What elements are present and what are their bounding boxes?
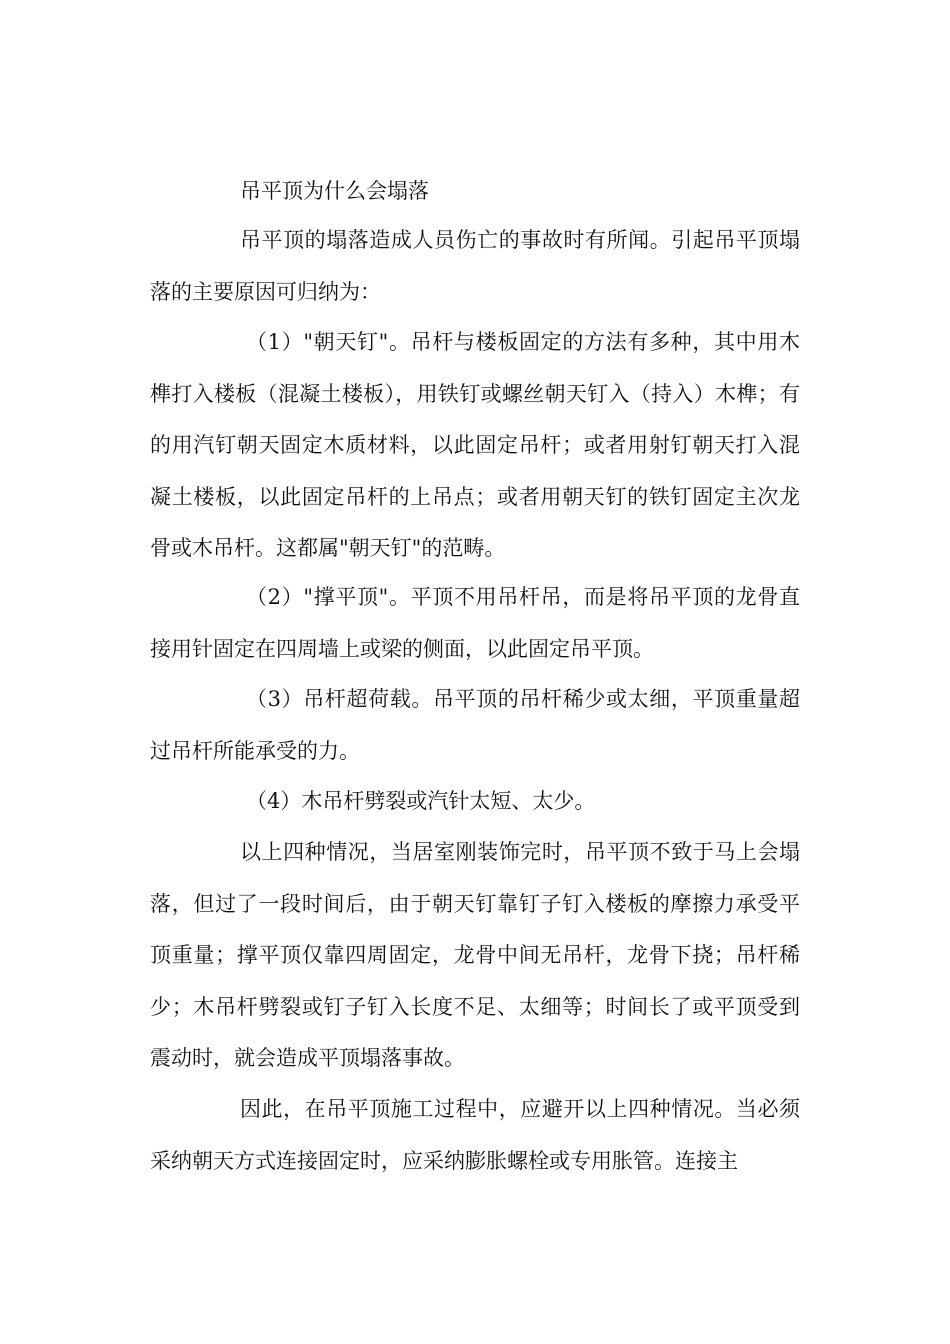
paragraph-cause-3: （3）吊杆超荷载。吊平顶的吊杆稀少或太细，平顶重量超过吊杆所能承受的力。 [150,687,800,763]
paragraph-intro: 吊平顶的塌落造成人员伤亡的事故时有所闻。引起吊平顶塌落的主要原因可归纳为： [150,228,800,304]
paragraph-cause-4: （4）木吊杆劈裂或汽针太短、太少。 [246,789,596,813]
paragraph-intro-block [150,215,800,318]
paragraph-cause-4-block [150,776,800,828]
paragraph-explanation-block [150,827,800,1085]
paragraph-cause-2: （2）"撑平顶"。平顶不用吊杆吊，而是将吊平顶的龙骨直接用针固定在四周墙上或梁的侧面，以此固定吊平顶。 [150,585,800,661]
document-title: 吊平顶为什么会塌落 [240,179,429,203]
paragraph-explanation: 以上四种情况，当居室刚装饰完时，吊平顶不致于马上会塌落，但过了一段时间后，由于朝天钉靠钉子钉入楼板的摩擦力承受平顶重量；撑平顶仅靠四周固定，龙骨中间无吊杆，龙骨下挠；吊杆稀少；木吊杆劈裂或钉子钉入长度不足、太细等；时间长了或平顶受到震动时，就会造成平顶塌落事故。 [150,840,800,1070]
paragraph-cause-2-block [150,572,800,675]
document-title-block [150,166,800,218]
paragraph-cause-1: （1）"朝天钉"。吊杆与楼板固定的方法有多种，其中用木榫打入楼板（混凝土楼板），用铁钉或螺丝朝天钉入（持入）木榫；有的用汽钉朝天固定木质材料，以此固定吊杆；或者用射钉朝天打入混凝土楼板，以此固定吊杆的上吊点；或者用朝天钉的铁钉固定主次龙骨或木吊杆。这都属"朝天钉"的范畴。 [150,330,800,560]
paragraph-cause-1-block [150,317,800,575]
paragraph-conclusion-block [150,1084,800,1187]
paragraph-conclusion: 因此，在吊平顶施工过程中，应避开以上四种情况。当必须采纳朝天方式连接固定时，应采纳膨胀螺栓或专用胀管。连接主 [150,1097,800,1173]
paragraph-cause-3-block [150,674,800,777]
